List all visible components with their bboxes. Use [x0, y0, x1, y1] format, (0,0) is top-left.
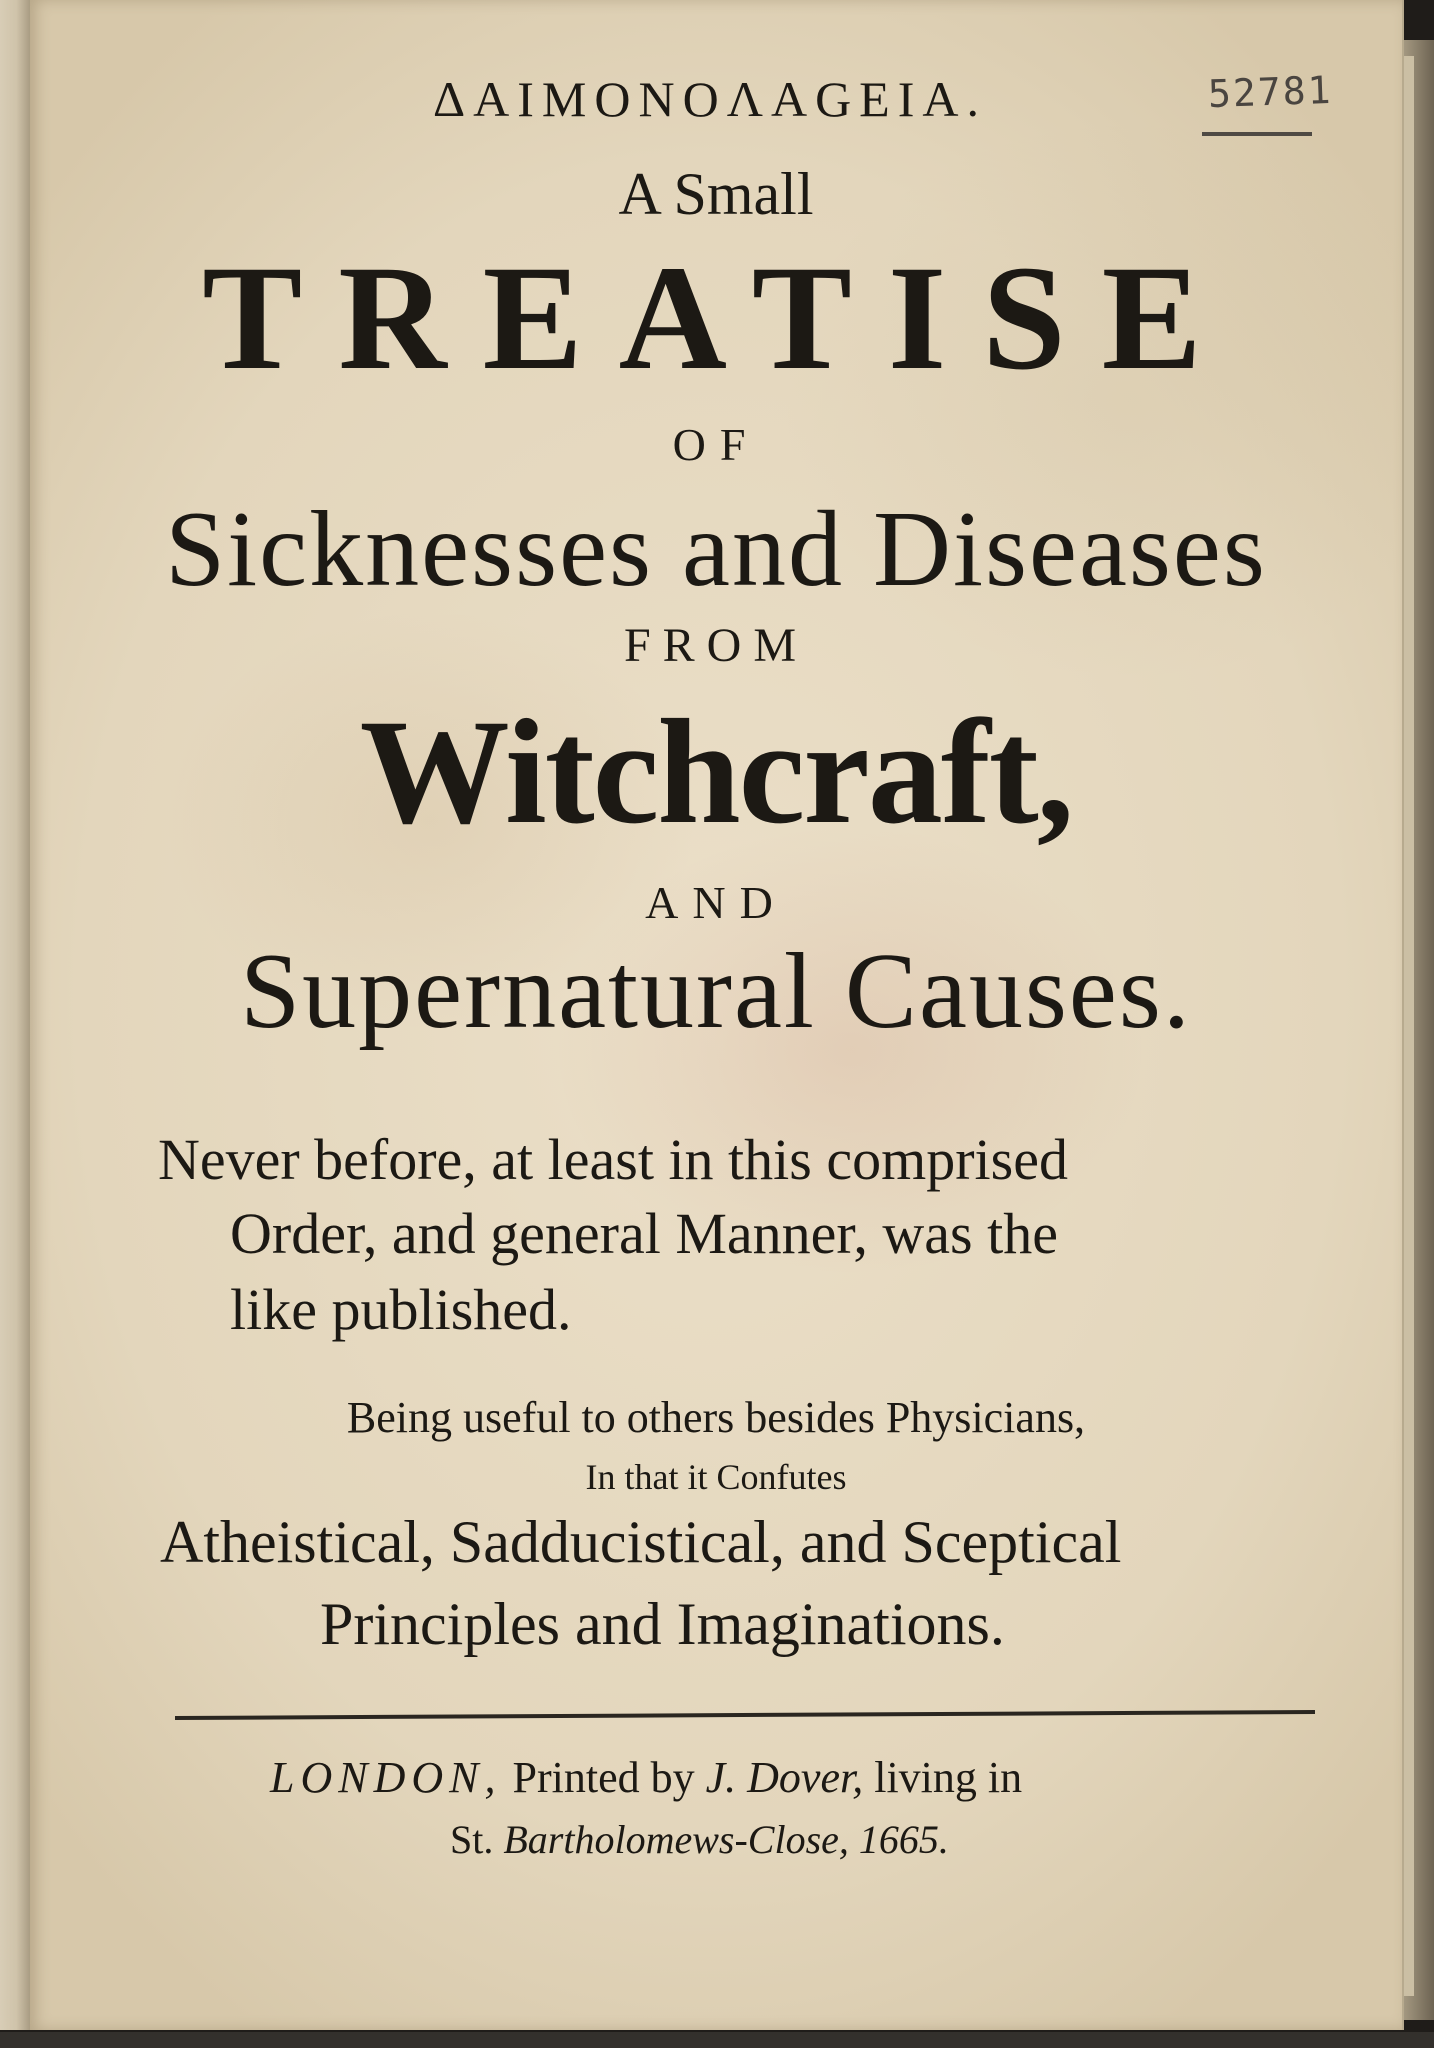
main-title: TREATISE	[202, 235, 1238, 401]
imprint-line-2	[450, 1816, 949, 1863]
imprint-line-1	[270, 1752, 1022, 1803]
claim-line: like published.	[230, 1277, 572, 1342]
shelfmark-number: 52781	[1207, 67, 1334, 117]
from-line: FROM	[623, 619, 809, 672]
title-page	[30, 0, 1404, 2030]
and-line: AND	[645, 877, 787, 928]
of-line: OF	[672, 419, 760, 470]
imprint-printer: J. Dover,	[705, 1753, 864, 1802]
principles-line: Atheistical, Sadducistical, and Sceptical	[160, 1509, 1122, 1575]
subtitle-intro: A Small	[618, 161, 814, 227]
imprint-living-in: living in	[863, 1753, 1023, 1802]
in-that-line: In that it Confutes	[585, 1457, 847, 1497]
shelfmark-underline	[1202, 132, 1312, 136]
horizontal-rule	[175, 1710, 1315, 1720]
imprint-place: LONDON,	[270, 1753, 502, 1802]
subject-line: Sicknesses and Diseases	[165, 490, 1267, 609]
witchcraft-line: Witchcraft,	[359, 689, 1073, 855]
principles-line: Principles and Imaginations.	[320, 1591, 1005, 1657]
imprint-address: Bartholomews-Close,	[503, 1817, 849, 1862]
being-useful-line: Being useful to others besides Physicians,	[346, 1393, 1086, 1442]
imprint-st: St.	[450, 1817, 504, 1862]
running-head: ΔAIMONOΛAGEIA.	[433, 71, 987, 127]
claim-line: Never before, at least in this comprised	[158, 1127, 1068, 1192]
supernatural-line: Supernatural Causes.	[240, 932, 1192, 1051]
claim-line: Order, and general Manner, was the	[230, 1201, 1058, 1266]
imprint-printed-by: Printed by	[501, 1753, 706, 1802]
imprint-year: 1665.	[848, 1817, 949, 1862]
facing-page-edge	[0, 0, 30, 2030]
scan-bottom-strip	[0, 2032, 1434, 2048]
